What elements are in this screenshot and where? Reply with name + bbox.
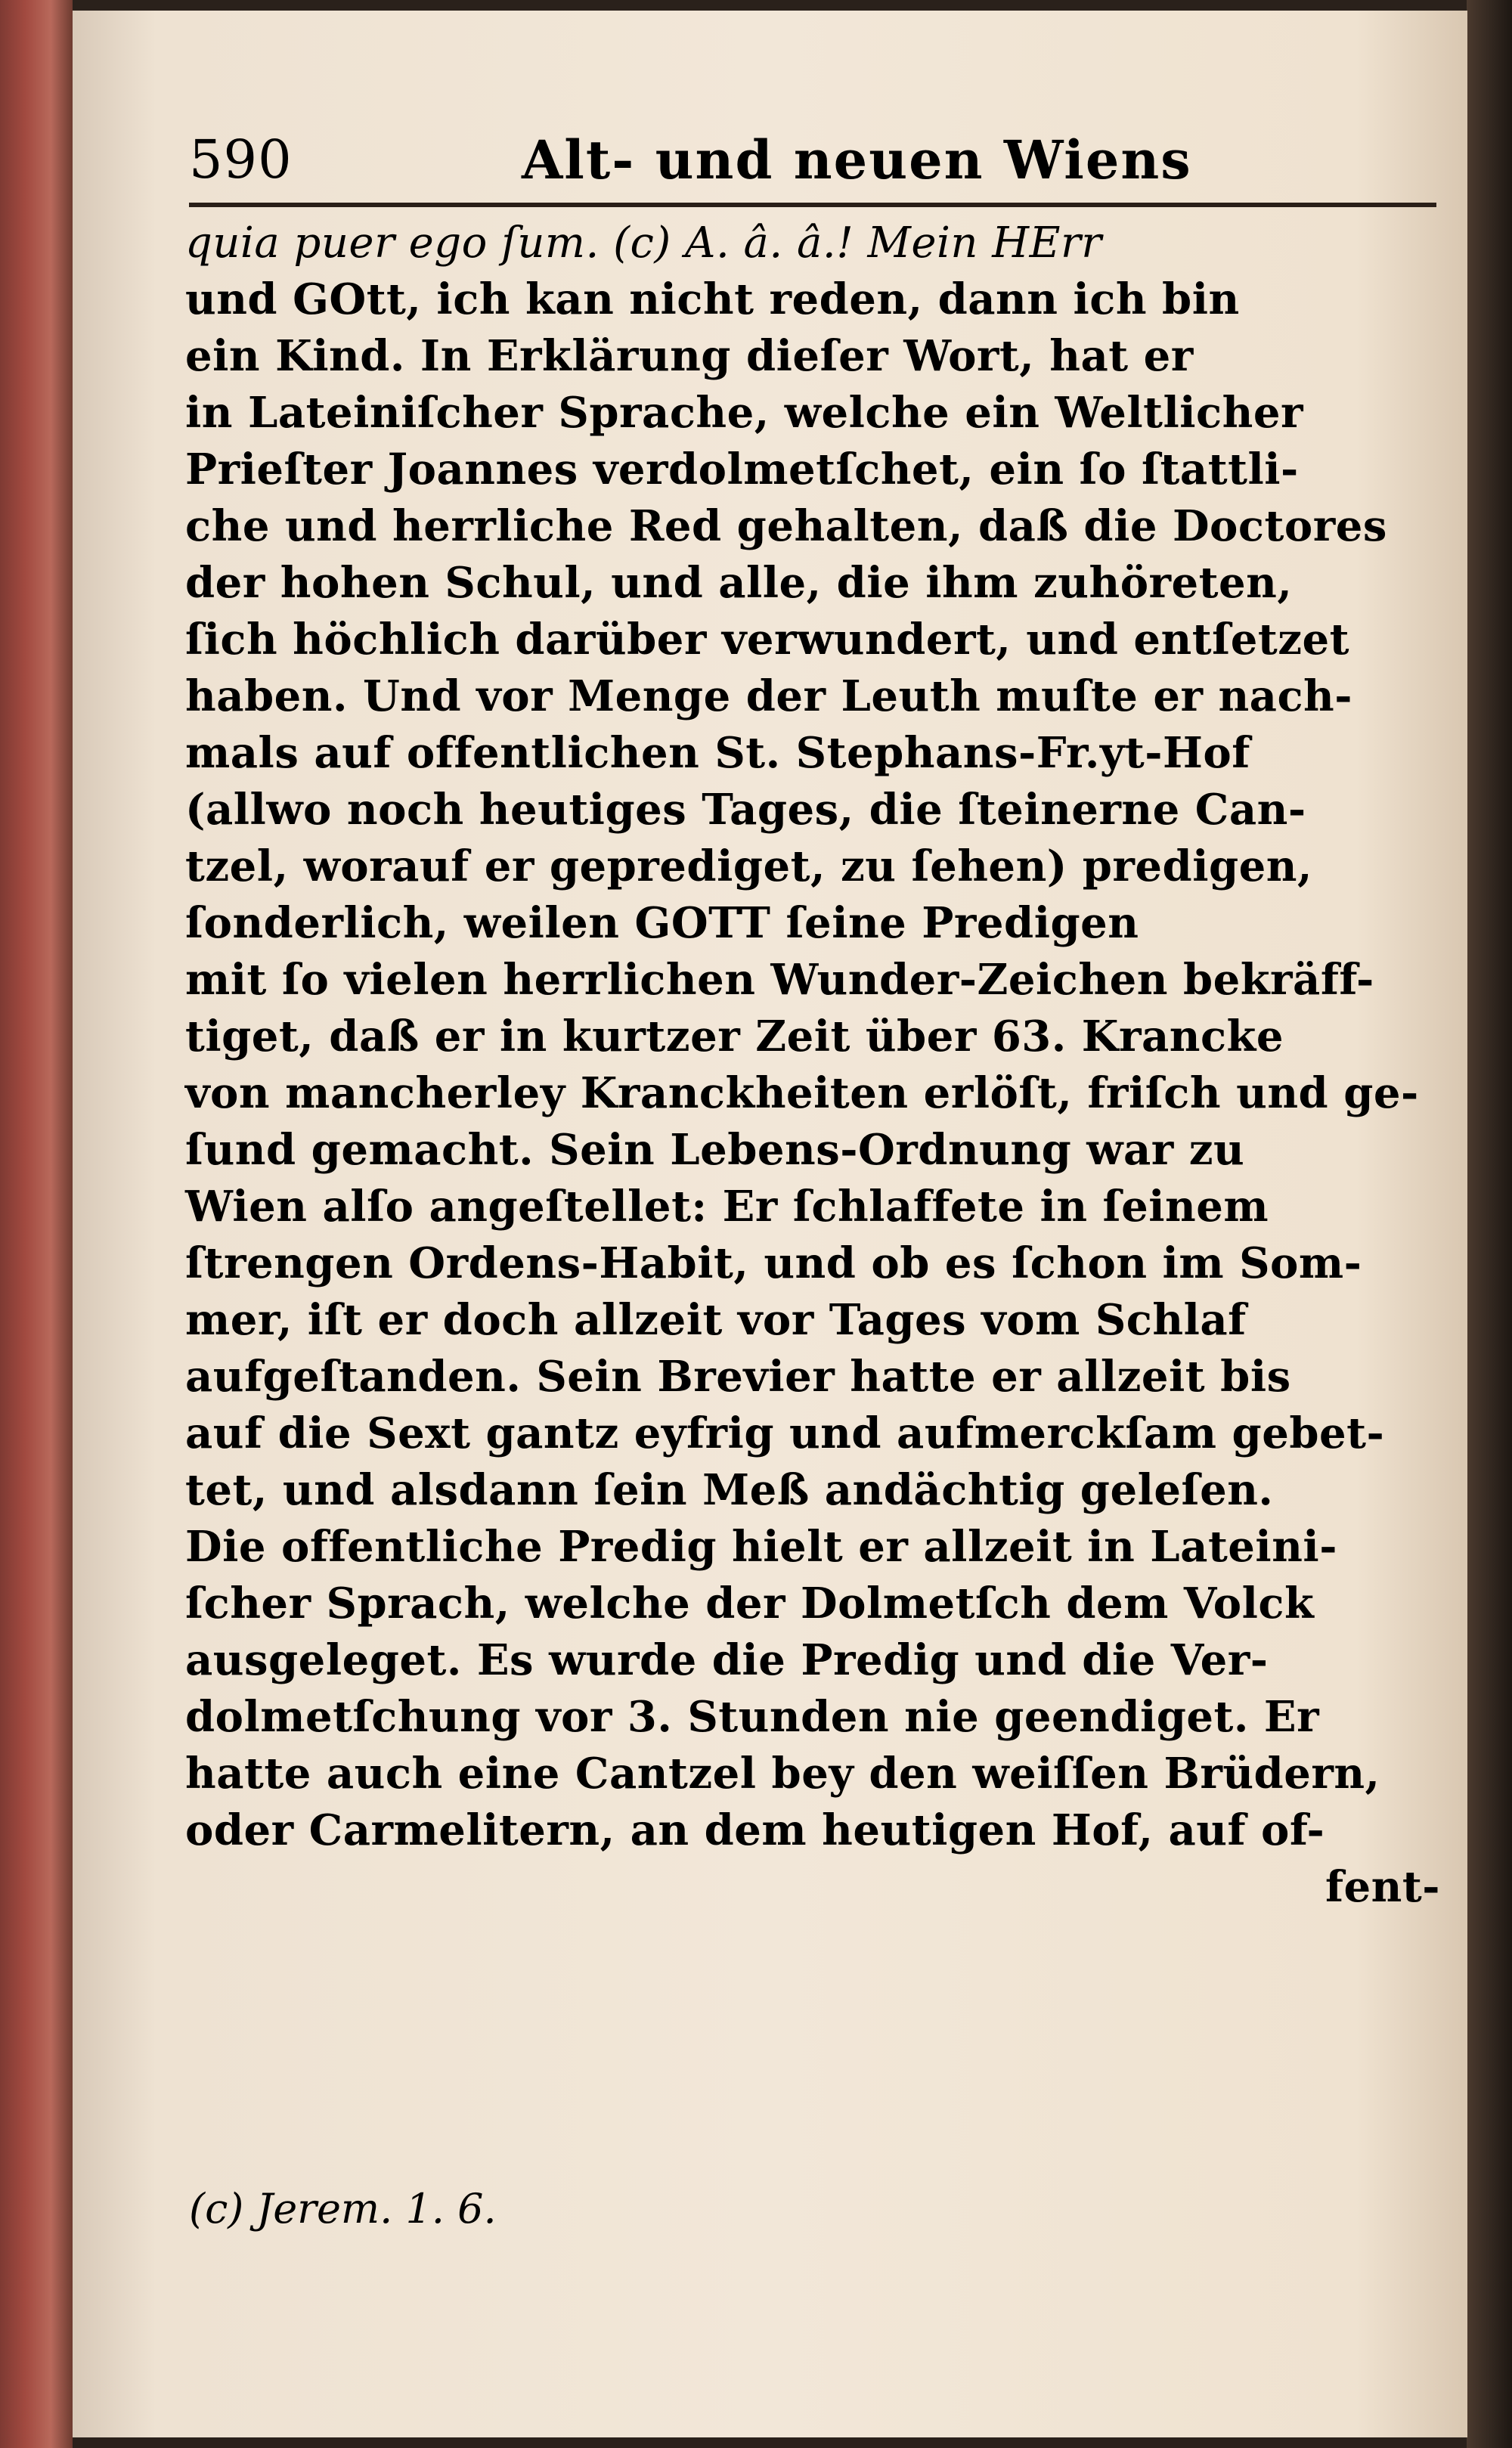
text-line: aufgeſtanden. Sein Brevier hatte er allzeit bis [185,1352,1291,1402]
catchword: fent- [1325,1862,1440,1912]
text-line: (allwo noch heutiges Tages, die ſteinerne Can- [185,785,1306,835]
header-rule [189,203,1436,207]
text-line: von mancherley Kranckheiten erlöſt, friſch und ge- [185,1068,1419,1118]
text-line: ſonderlich, weilen GOTT ſeine Predigen [185,898,1139,948]
text-line: tet, und alsdann ſein Meß andächtig geleſen. [185,1465,1274,1515]
text-line: ſtrengen Ordens-Habit, und ob es ſchon im Som- [185,1238,1362,1288]
text-line: ſund gemacht. Sein Lebens-Ordnung war zu [185,1125,1245,1175]
text-line: der hohen Schul, und alle, die ihm zuhöreten, [185,558,1293,608]
text-line: hatte auch eine Cantzel bey den weiſſen Brüdern, [185,1749,1380,1799]
text-line: haben. Und vor Menge der Leuth muſte er nach- [185,671,1353,721]
footnote: (c) Jerem. 1. 6. [189,2185,497,2233]
text-line: ein Kind. In Erklärung dieſer Wort, hat er [185,331,1194,381]
page-number: 590 [189,129,293,191]
book-gutter [1467,0,1512,2448]
text-line: tzel, worauf er geprediget, zu ſehen) predigen, [185,841,1312,891]
text-line: mit ſo vielen herrlichen Wunder-Zeichen bekräff- [185,955,1374,1005]
text-line: ſich höchlich darüber verwundert, und entſetzet [185,615,1349,665]
text-line: Prieſter Joannes verdolmetſchet, ein ſo ſtattli- [185,445,1299,494]
text-line: Wien alſo angeſtellet: Er ſchlaffete in ſeinem [185,1182,1269,1232]
text-line: che und herrliche Red gehalten, daß die Doctores [185,501,1387,551]
running-title: Alt- und neuen Wiens [522,129,1192,191]
text-line: ſcher Sprach, welche der Dolmetſch dem Volck [185,1579,1315,1628]
text-line: ausgeleget. Es wurde die Predig und die Ver- [185,1635,1269,1685]
text-line: und GOtt, ich kan nicht reden, dann ich bin [185,274,1240,324]
text-line: in Lateiniſcher Sprache, welche ein Weltlicher [185,388,1303,438]
page-header [189,129,1436,197]
body-text [185,215,1455,1916]
text-line: mals auf offentlichen St. Stephans-Fr.yt-Hof [185,728,1250,778]
text-line: oder Carmelitern, an dem heutigen Hof, auf of- [185,1805,1325,1855]
text-line: auf die Sext gantz eyfrig und aufmerckſam gebet- [185,1408,1385,1458]
text-line: quia puer ego ſum. (c) A. â. â.! Mein HErr [185,218,1102,268]
text-line: Die offentliche Predig hielt er allzeit in Lateini- [185,1522,1337,1572]
text-line: dolmetſchung vor 3. Stunden nie geendiget. Er [185,1692,1320,1742]
text-line: tiget, daß er in kurtzer Zeit über 63. Krancke [185,1012,1284,1061]
text-line: mer, iſt er doch allzeit vor Tages vom Schlaf [185,1295,1247,1345]
book-fore-edge [0,0,73,2448]
